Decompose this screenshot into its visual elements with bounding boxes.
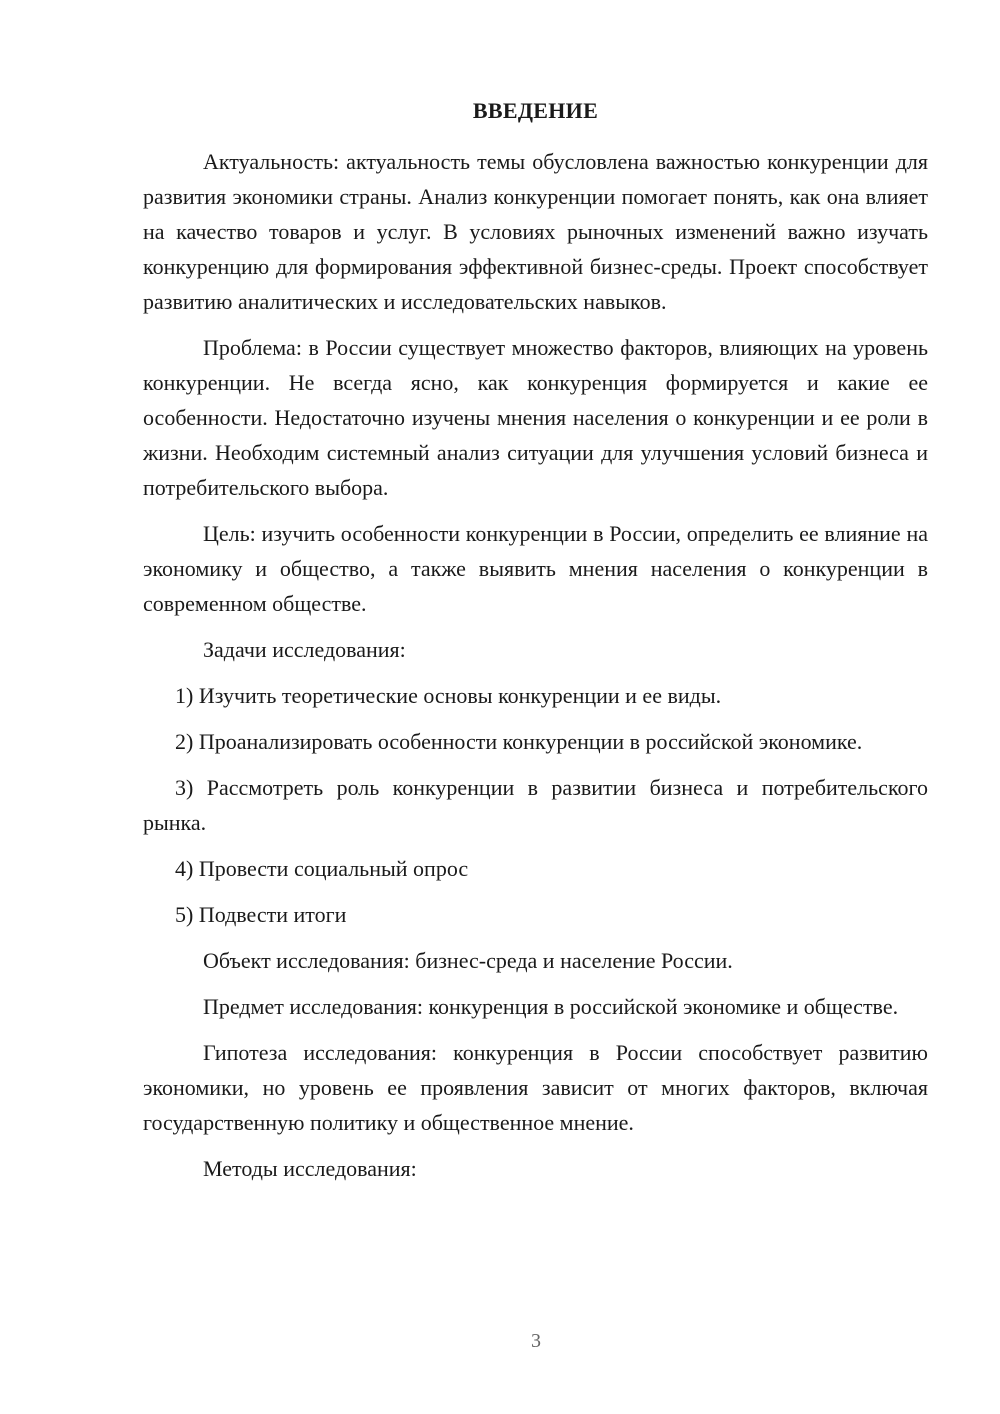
task-item-4: 4) Провести социальный опрос	[175, 856, 469, 881]
task-item-3: 3) Рассмотреть роль конкуренции в развитии бизнеса и потребительского рынка.	[143, 775, 928, 835]
task-item-1: 1) Изучить теоретические основы конкуренции и ее виды.	[175, 683, 722, 708]
paragraph-goal: Цель: изучить особенности конкуренции в России, определить ее влияние на экономику и общество, а также выявить мнения населения о конкуренции в современном обществе.	[143, 521, 928, 616]
paragraph-object: Объект исследования: бизнес-среда и население России.	[203, 948, 733, 973]
paragraph-hypothesis: Гипотеза исследования: конкуренция в России способствует развитию экономики, но уровень ее проявления зависит от многих факторов, включая государственную политику и общественное мнение.	[143, 1040, 928, 1135]
page-number: 3	[531, 1330, 541, 1352]
paragraph-problem: Проблема: в России существует множество факторов, влияющих на уровень конкуренции. Не всегда ясно, как конкуренция формируется и какие ее особенности. Недостаточно изучены мнения населения о конкуренции и ее роли в жизни. Необходим системный анализ ситуации для улучшения условий бизнеса и потребительского выбора.	[143, 335, 928, 500]
paragraph-relevance: Актуальность: актуальность темы обусловлена важностью конкуренции для развития экономики страны. Анализ конкуренции помогает понять, как она влияет на качество товаров и услуг. В условиях рыночных изменений важно изучать конкуренцию для формирования эффективной бизнес-среды. Проект способствует развитию аналитических и исследовательских навыков.	[143, 149, 928, 314]
methods-heading: Методы исследования:	[203, 1156, 417, 1181]
paragraph-subject: Предмет исследования: конкуренция в российской экономике и обществе.	[203, 994, 899, 1019]
task-item-5: 5) Подвести итоги	[175, 902, 347, 927]
document-page	[143, 96, 928, 1197]
tasks-heading: Задачи исследования:	[203, 637, 406, 662]
page-title: ВВЕДЕНИЕ	[472, 98, 599, 123]
task-item-2: 2) Проанализировать особенности конкуренции в российской экономике.	[175, 729, 863, 754]
